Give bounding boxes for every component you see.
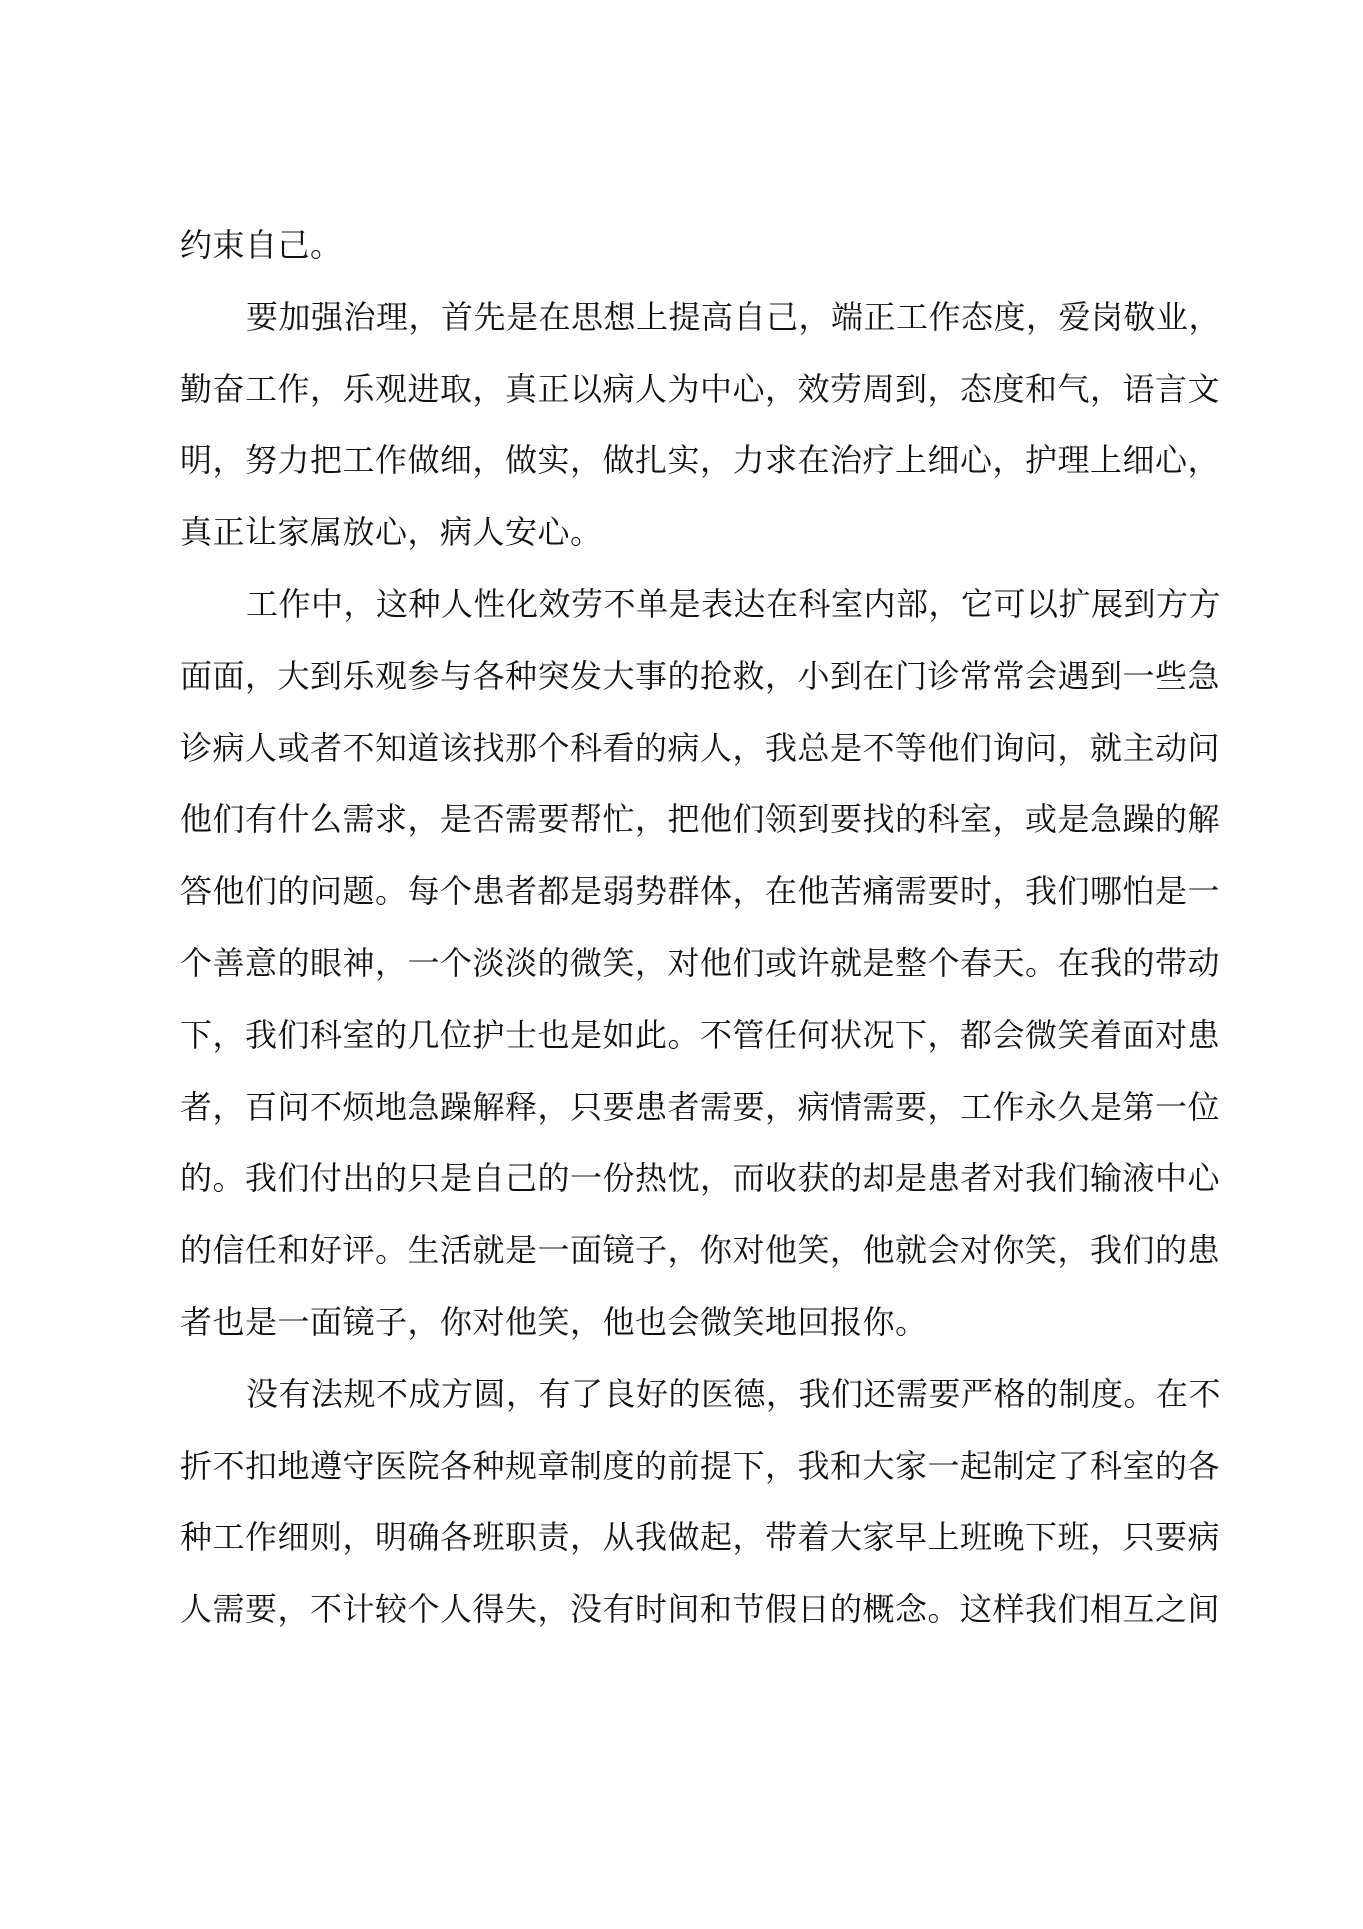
paragraph-2 — [180, 282, 1222, 569]
paragraph-line: 折不扣地遵守医院各种规章制度的前提下，我和大家一起制定了科室的各 — [180, 1446, 1221, 1485]
paragraph-line: 工作中，这种人性化效劳不单是表达在科室内部，它可以扩展到方方 — [246, 584, 1222, 623]
paragraph-4 — [180, 1359, 1222, 1646]
paragraph-line: 者也是一面镜子，你对他笑，他也会微笑地回报你。 — [180, 1302, 928, 1341]
paragraph-line: 面面，大到乐观参与各种突发大事的抢救，小到在门诊常常会遇到一些急 — [180, 656, 1221, 695]
paragraph-line: 答他们的问题。每个患者都是弱势群体，在他苦痛需要时，我们哪怕是一 — [180, 872, 1221, 911]
paragraph-line: 下，我们科室的几位护士也是如此。不管任何状况下，都会微笑着面对患 — [180, 1015, 1221, 1054]
paragraph-line: 约束自己。 — [180, 226, 343, 264]
paragraph-line: 种工作细则，明确各班职责，从我做起，带着大家早上班晚下班，只要病 — [180, 1518, 1221, 1557]
paragraph-line: 勤奋工作，乐观进取，真正以病人为中心，效劳周到，态度和气，语言文 — [180, 369, 1221, 408]
document-body — [180, 210, 1222, 1646]
paragraph-line: 真正让家属放心，病人安心。 — [180, 513, 603, 552]
paragraph-1 — [180, 210, 1210, 282]
paragraph-line: 明，努力把工作做细，做实，做扎实，力求在治疗上细心，护理上细心， — [180, 441, 1221, 480]
paragraph-line: 者，百问不烦地急躁解释，只要患者需要，病情需要，工作永久是第一位 — [180, 1087, 1221, 1126]
paragraph-line: 人需要，不计较个人得失，没有时间和节假日的概念。这样我们相互之间 — [180, 1590, 1221, 1629]
paragraph-line: 个善意的眼神，一个淡淡的微笑，对他们或许就是整个春天。在我的带动 — [180, 943, 1221, 982]
paragraph-line: 诊病人或者不知道该找那个科看的病人，我总是不等他们询问，就主动问 — [180, 728, 1221, 767]
paragraph-line: 他们有什么需求，是否需要帮忙，把他们领到要找的科室，或是急躁的解 — [180, 800, 1221, 839]
paragraph-3 — [180, 569, 1222, 1359]
paragraph-line: 的。我们付出的只是自己的一份热忱，而收获的却是患者对我们输液中心 — [180, 1159, 1221, 1198]
paragraph-line: 没有法规不成方圆，有了良好的医德，我们还需要严格的制度。在不 — [246, 1374, 1222, 1413]
paragraph-line: 要加强治理，首先是在思想上提高自己，端正工作态度，爱岗敬业， — [246, 297, 1222, 336]
paragraph-line: 的信任和好评。生活就是一面镜子，你对他笑，他就会对你笑，我们的患 — [180, 1231, 1221, 1270]
